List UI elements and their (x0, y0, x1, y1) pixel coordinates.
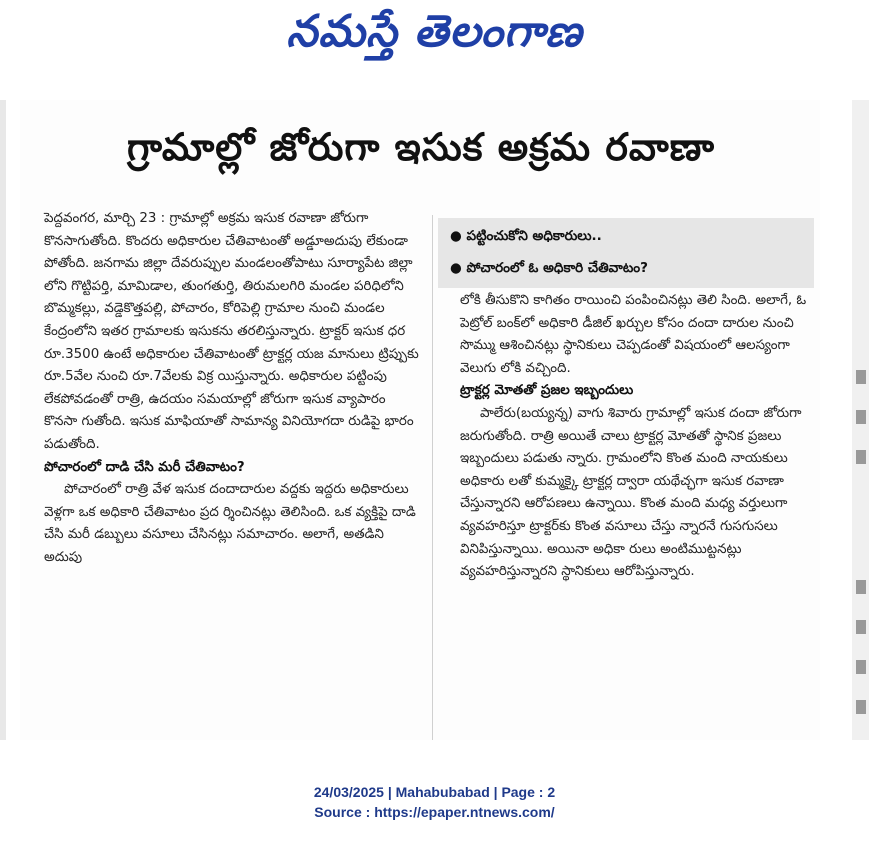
masthead-text: నమస్తే తెలంగాణ (286, 6, 583, 57)
article-paragraph: పోచారంలో రాత్రి వేళ ఇసుక దందాదారుల వద్దకు ఇద్దరు అధికారులు వెళ్లగా ఒక అధికారి చేతివాటం ప్రద ర్శించినట్లు తెలిసింది. ఒక వ్యక్తిపై దాడి చేసి మరీ డబ్బులు వసూలు చేసినట్లు సమాచారం. అలాగే, అతడిని అదుపు (44, 482, 416, 565)
adjacent-text-fragment (856, 450, 866, 464)
adjacent-text-fragment (856, 660, 866, 674)
article-subheading: ట్రాక్టర్ల మోతతో ప్రజల ఇబ్బందులు (460, 383, 634, 399)
masthead-logo (0, 0, 869, 80)
footer-date-line: 24/03/2025 | Mahabubabad | Page : 2 (313, 784, 556, 800)
article-paragraph: పాలేరు(బయ్యన్న) వాగు శివారు గ్రామాల్లో ఇసుక దందా జోరుగా జరుగుతోంది. రాత్రి అయితే చాలు ట్రాక్టర్ల మోతతో స్థానిక ప్రజలు ఇబ్బందులు పడుతు న్నారు. గ్రామంలోని కొంత మంది నాయకులు అధికారు లతో కుమ్మక్కై ట్రాక్టర్ల ద్వారా యథేచ్ఛగా ఇసుక రవాణా చేస్తున్నారని ఆరోపణలు ఉన్నాయి. కొంత మంది మధ్య వర్తులుగా వ్యవహరిస్తూ ట్రాక్టర్‌కు కొంత వసూలు చేస్తు న్నారనే గుసగుసలు వినిపిస్తున్నాయి. అయినా అధికా రులు అంటిముట్టనట్లు వ్యవహరిస్తున్నారని స్థానికులు ఆరోపిస్తున్నారు. (460, 405, 802, 580)
adjacent-column-right (852, 100, 869, 740)
adjacent-text-fragment (856, 370, 866, 384)
adjacent-column-left (0, 100, 6, 740)
footer-source-line: Source : https://epaper.ntnews.com/ (314, 804, 555, 820)
article-paragraph: లోకి తీసుకొని కాగితం రాయించి పంపించినట్లు తెలి సింది. అలాగే, ఓ పెట్రోల్ బంక్‌లో అధికారి డీజిల్ ఖర్చుల కోసం దందా దారుల నుంచి సొమ్ము ఆశించినట్లు స్థానికులు చెప్పడంతో విషయంలో ఆలస్యంగా వెలుగు లోకి వచ్చింది. (460, 293, 807, 376)
bullet-text: పట్టించుకోని అధికారులు.. (466, 228, 602, 244)
adjacent-text-fragment (856, 700, 866, 714)
adjacent-text-fragment (856, 620, 866, 634)
column-divider (432, 215, 433, 740)
adjacent-text-fragment (856, 580, 866, 594)
bullet-text: పోచారంలో ఓ అధికారి చేతివాటం? (466, 260, 648, 276)
adjacent-text-fragment (856, 410, 866, 424)
footer (0, 782, 869, 822)
article-column-2 (460, 290, 814, 584)
highlight-box (438, 218, 814, 288)
article-column-1 (44, 208, 422, 570)
highlight-bullet: ● పట్టించుకోని అధికారులు.. (450, 228, 602, 244)
article-headline: గ్రామాల్లో జోరుగా ఇసుక అక్రమ రవాణా (127, 125, 715, 169)
article-paragraph: పెద్దవంగర, మార్చి 23 : గ్రామాల్లో అక్రమ ఇసుక రవాణా జోరుగా కొనసాగుతోంది. కొందరు అధికారుల చేతివాటంతో అడ్డూఅదుపు లేకుండా పోతోంది. జనగామ జిల్లా దేవరుప్పుల మండలంతోపాటు సూర్యాపేట జిల్లా లోని గొట్టిపర్తి, మామిడాల, తుంగతుర్తి, తిరుమలగిరి మండల పరిధిలోని బొమ్మకల్లు, వడ్డెకొత్తపల్లి, పోచారం, కోరిపెల్లి గ్రామాల నుంచి మండల కేంద్రంలోని ఇతర గ్రామాలకు ఇసుకను తరలిస్తున్నారు. ట్రాక్టర్ ఇసుక ధర రూ.3500 ఉంటే అధికారుల చేతివాటంతో ట్రాక్టర్ల యజ మానులు ట్రిప్పుకు రూ.5వేల నుంచి రూ.7వేలకు విక్ర యిస్తున్నారు. అధికారుల పట్టింపు లేకపోవడంతో రాత్రి, ఉదయం సమయాల్లో జోరుగా ఇసుక వ్యాపారం కొనసా గుతోంది. ఇసుక మాఫియాతో సామాన్య వినియోగదా రుడిపై భారం పడుతోంది. (44, 211, 419, 452)
article-subheading: పోచారంలో దాడి చేసి మరీ చేతివాటం? (44, 459, 245, 475)
highlight-bullet: ● పోచారంలో ఓ అధికారి చేతివాటం? (450, 260, 648, 276)
